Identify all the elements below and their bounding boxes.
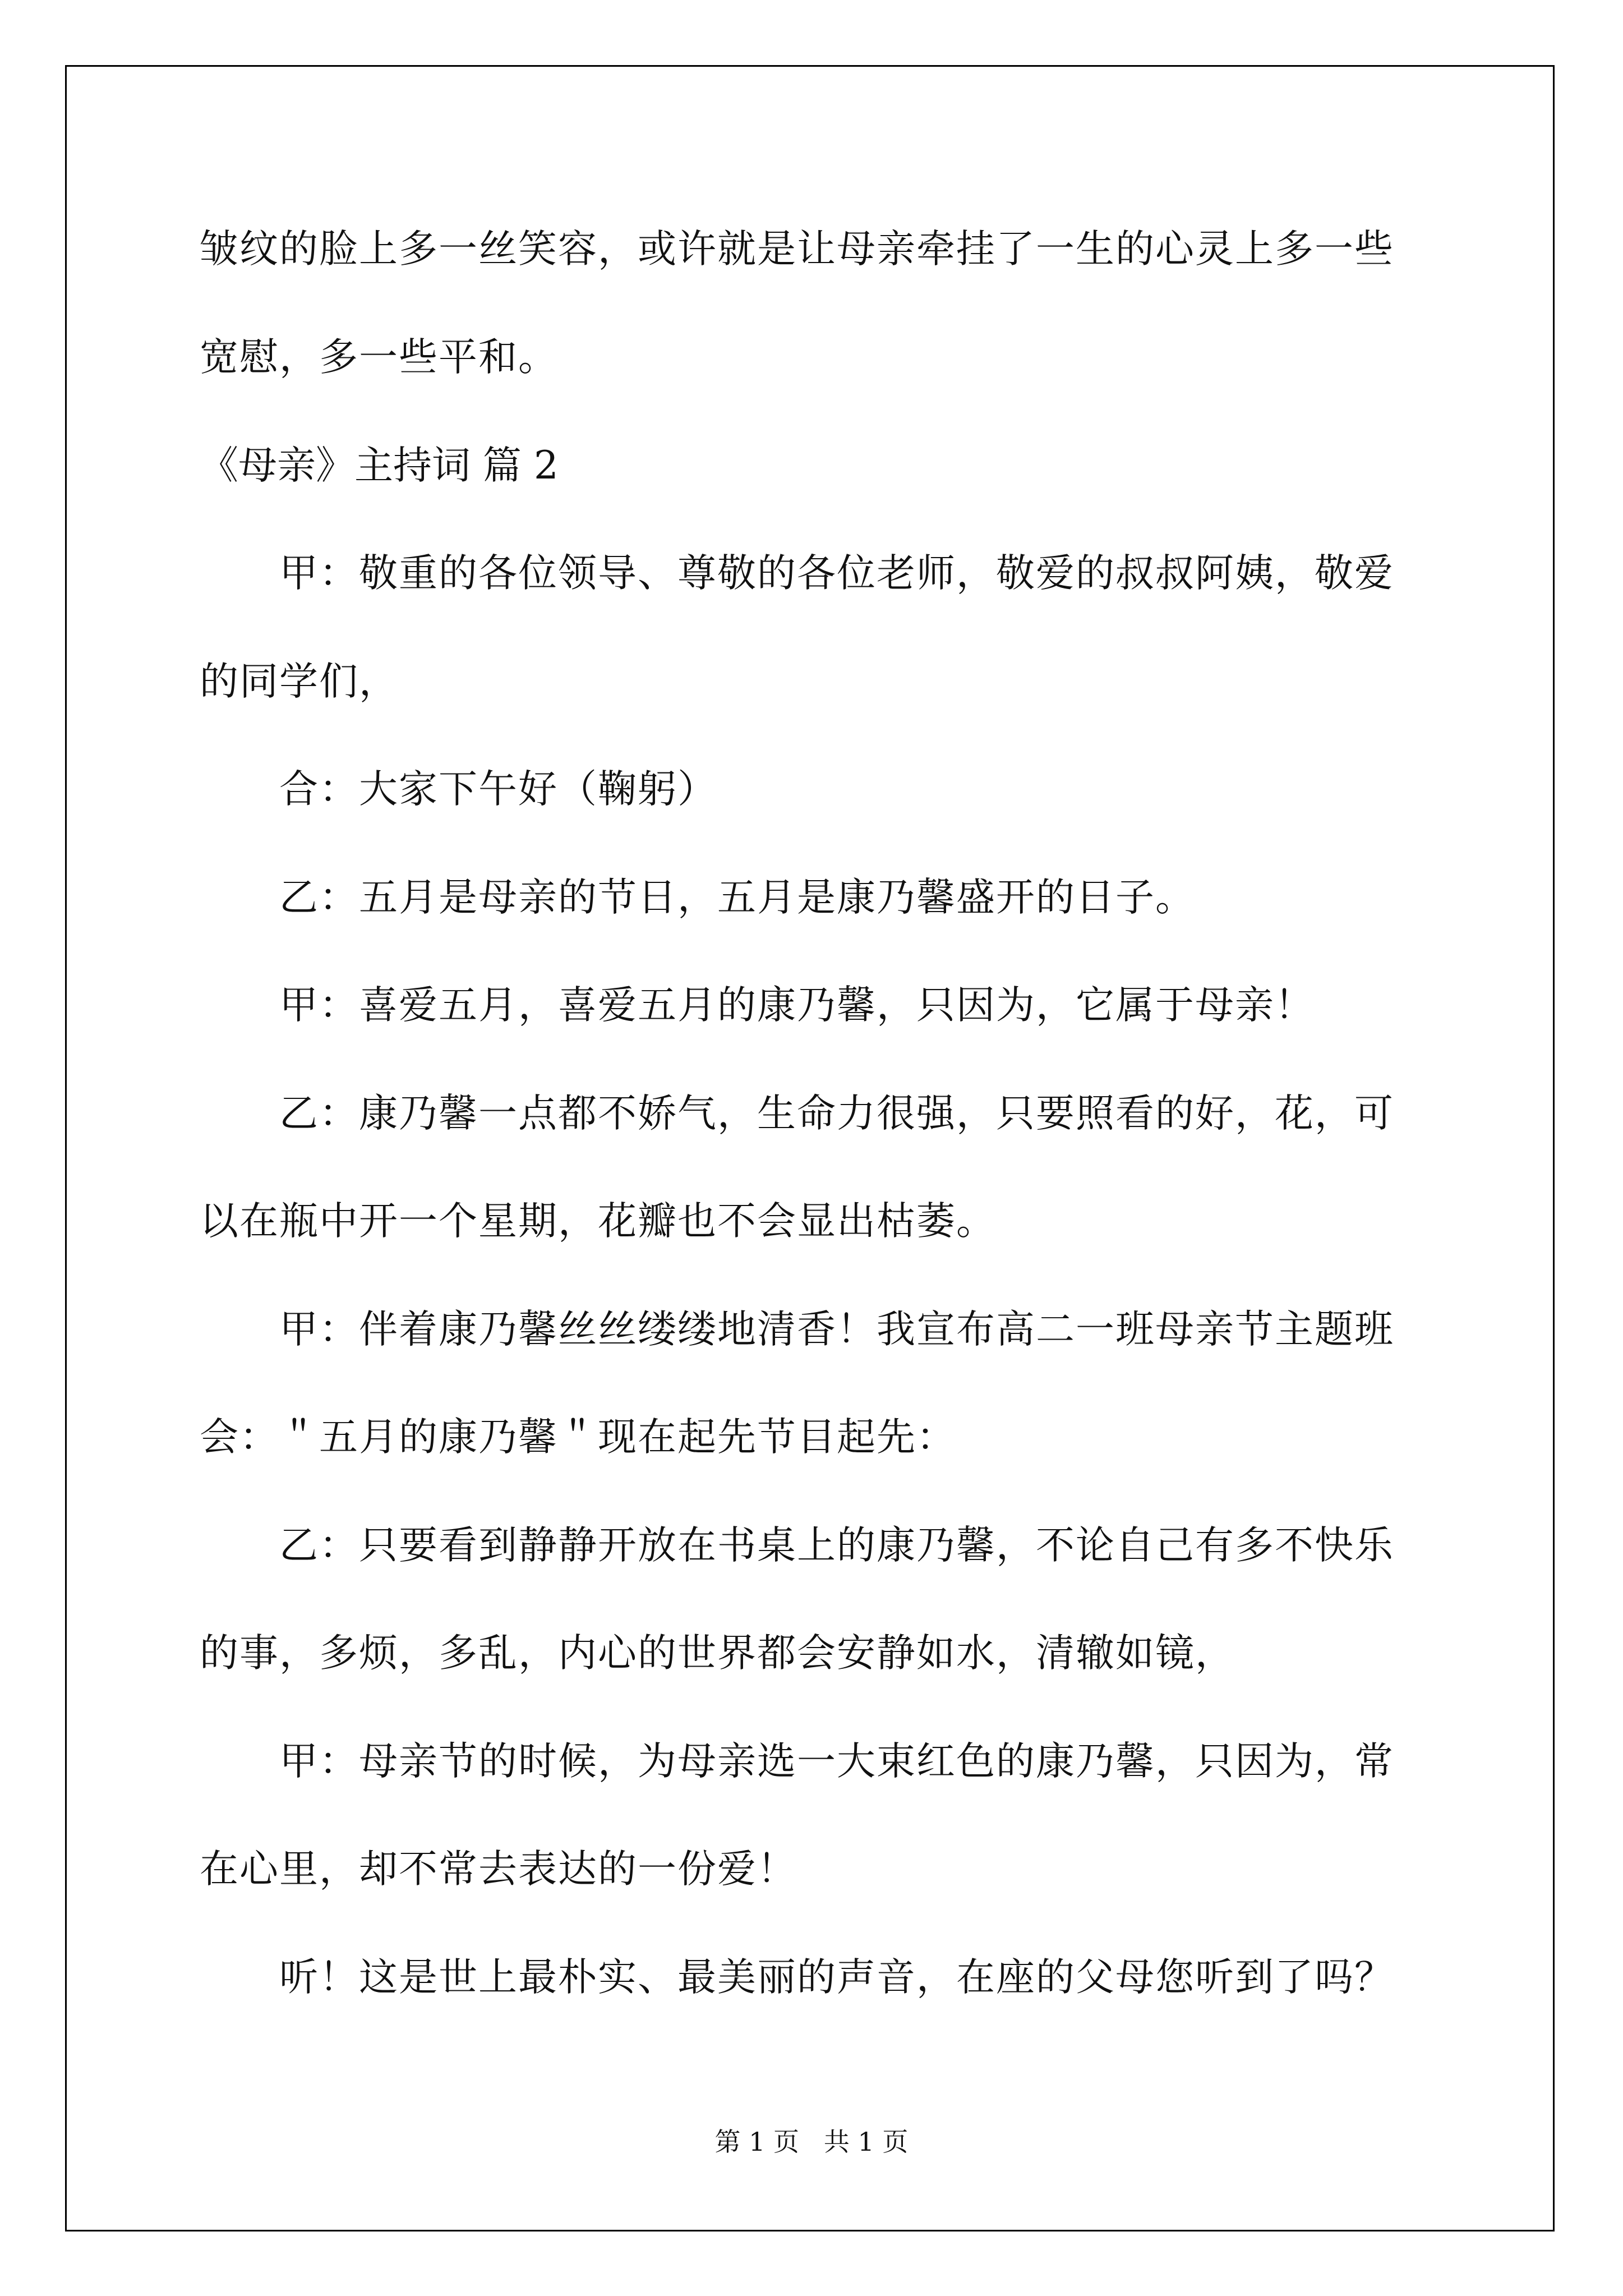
- text-line: 甲：喜爱五月，喜爱五月的康乃馨，只因为，它属于母亲！: [279, 983, 1315, 1028]
- text-line: 听！这是世上最朴实、最美丽的声音，在座的父母您听到了吗？: [279, 1955, 1394, 2000]
- text-line: 乙：康乃馨一点都不娇气，生命力很强，只要照看的好，花，可: [279, 1091, 1394, 1136]
- text-line: 以在瓶中开一个星期，花瓣也不会显出枯萎。: [200, 1199, 996, 1244]
- text-line: 会：＂五月的康乃馨＂现在起先节目起先：: [200, 1415, 956, 1460]
- text-line: 宽慰，多一些平和。: [200, 335, 558, 380]
- text-line: 在心里，却不常去表达的一份爱！: [200, 1847, 797, 1892]
- text-line: 甲：伴着康乃馨丝丝缕缕地清香！我宣布高二一班母亲节主题班: [279, 1307, 1394, 1352]
- text-line: 甲：母亲节的时候，为母亲选一大束红色的康乃馨，只因为，常: [279, 1739, 1394, 1784]
- text-line: 甲：敬重的各位领导、尊敬的各位老师，敬爱的叔叔阿姨，敬爱: [279, 551, 1394, 596]
- text-line: 乙：五月是母亲的节日，五月是康乃馨盛开的日子。: [279, 875, 1195, 920]
- text-line: 的事，多烦，多乱，内心的世界都会安静如水，清辙如镜，: [200, 1631, 1235, 1676]
- section-heading: 《母亲》主持词 篇 2: [200, 443, 559, 488]
- page-border: [65, 65, 1555, 2231]
- text-line: 乙：只要看到静静开放在书桌上的康乃馨，不论自己有多不快乐: [279, 1523, 1394, 1568]
- text-line: 的同学们，: [200, 659, 399, 704]
- text-line: 皱纹的脸上多一丝笑容，或许就是让母亲牵挂了一生的心灵上多一些: [200, 227, 1394, 272]
- text-line: 合：大家下午好（鞠躬）: [279, 767, 717, 812]
- page-number: 第 1 页 共 1 页: [714, 2127, 909, 2157]
